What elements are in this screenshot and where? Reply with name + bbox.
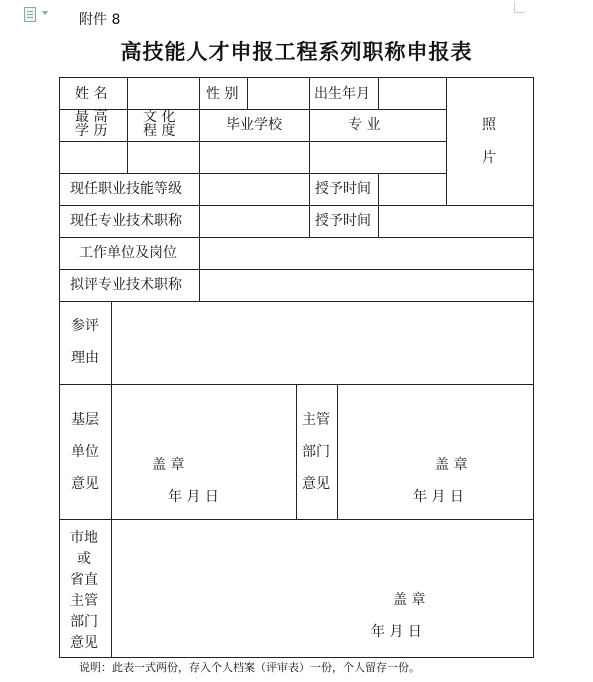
city-seal: 盖 章 <box>393 592 426 608</box>
name-field[interactable] <box>128 78 198 108</box>
base-date: 年 月 日 <box>168 489 219 505</box>
footer-note: 说明：此表一式两份，存入个人档案（评审表）一份，个人留存一份。 <box>79 661 420 674</box>
major-field[interactable] <box>310 142 445 172</box>
city-label-5: 部门 <box>70 614 98 630</box>
gender-field[interactable] <box>248 78 308 108</box>
culture-label-1: 文 化 <box>143 109 176 125</box>
skill-level-label: 现任职业技能等级 <box>70 181 182 197</box>
highest-education-field[interactable] <box>60 142 126 172</box>
tech-title-label: 现任专业技术职称 <box>70 213 182 229</box>
highest-label-1: 最 高 <box>75 109 108 125</box>
work-unit-field[interactable] <box>200 238 532 268</box>
attachment-label: 附件 8 <box>79 12 121 28</box>
highest-label-2: 学 历 <box>75 123 108 139</box>
chevron-down-icon[interactable] <box>42 11 48 15</box>
birth-label: 出生年月 <box>314 86 370 102</box>
city-date: 年 月 日 <box>371 624 422 640</box>
grant-time-label-2: 授予时间 <box>315 213 371 229</box>
proposed-title-field[interactable] <box>200 270 532 300</box>
birth-field[interactable] <box>379 78 445 108</box>
major-label: 专 业 <box>348 117 381 133</box>
photo-box[interactable] <box>447 78 532 204</box>
proposed-title-label: 拟评专业技术职称 <box>70 277 182 293</box>
dept-date: 年 月 日 <box>413 489 464 505</box>
base-label-3: 意见 <box>71 476 99 492</box>
photo-label-1: 照 <box>482 117 496 133</box>
culture-level-field[interactable] <box>128 142 198 172</box>
school-label: 毕业学校 <box>226 117 282 133</box>
reason-label-1: 参评 <box>71 318 99 334</box>
dept-label-2: 部门 <box>302 444 330 460</box>
gender-label: 性 别 <box>206 86 239 102</box>
city-label-3: 省直 <box>70 572 98 588</box>
grant-time-label-1: 授予时间 <box>315 181 371 197</box>
city-label-2: 或 <box>77 551 91 567</box>
base-label-1: 基层 <box>71 412 99 428</box>
school-field[interactable] <box>200 142 308 172</box>
form-title: 高技能人才申报工程系列职称申报表 <box>120 40 473 64</box>
tech-title-field[interactable] <box>200 206 308 236</box>
title-grant-time-field[interactable] <box>379 206 532 236</box>
dept-seal: 盖 章 <box>435 457 468 473</box>
city-label-1: 市地 <box>70 530 98 546</box>
reason-label-2: 理由 <box>71 350 99 366</box>
skill-level-field[interactable] <box>200 174 308 204</box>
skill-grant-time-field[interactable] <box>379 174 445 204</box>
base-seal: 盖 章 <box>152 457 185 473</box>
reason-field[interactable] <box>112 302 532 383</box>
city-label-6: 意见 <box>70 635 98 651</box>
city-opinion-field[interactable] <box>112 520 532 656</box>
city-label-4: 主管 <box>70 593 98 609</box>
page-corner-mark <box>514 2 525 13</box>
photo-label-2: 片 <box>482 150 496 166</box>
work-unit-label: 工作单位及岗位 <box>79 245 177 261</box>
culture-label-2: 程 度 <box>143 123 176 139</box>
name-label: 姓 名 <box>75 86 108 102</box>
dept-label-1: 主管 <box>302 412 330 428</box>
base-label-2: 单位 <box>71 444 99 460</box>
document-icon[interactable] <box>24 7 36 22</box>
dept-label-3: 意见 <box>302 476 330 492</box>
